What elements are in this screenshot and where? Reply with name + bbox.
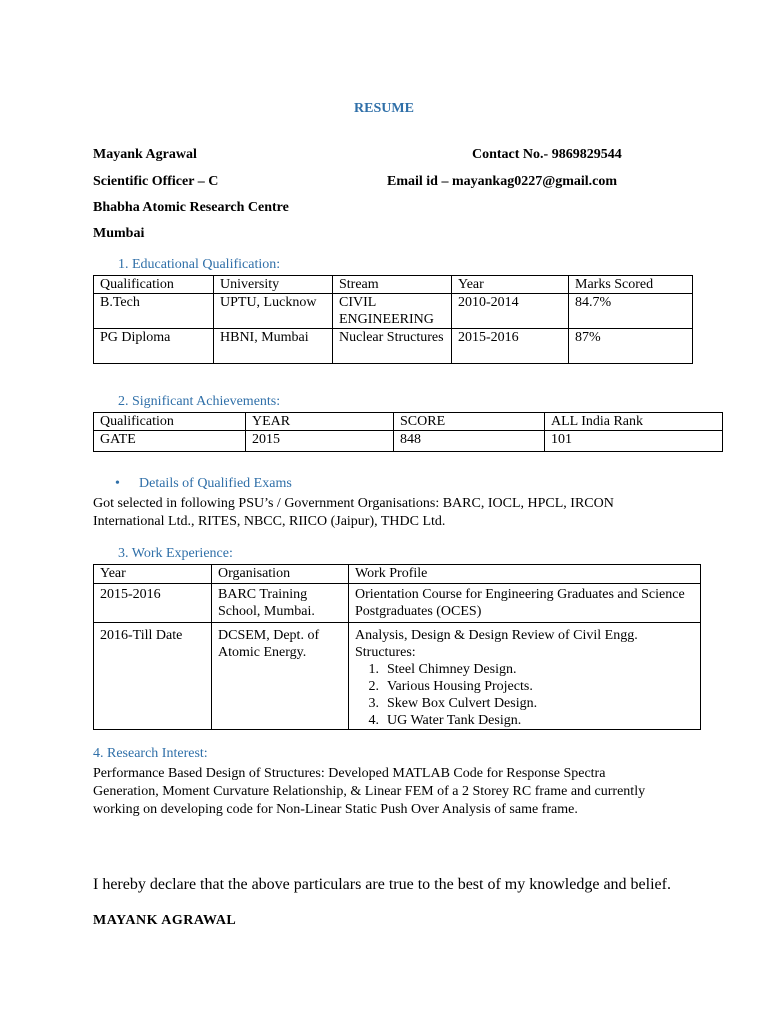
list-text: Skew Box Culvert Design.: [387, 696, 538, 711]
research-text: Performance Based Design of Structures: Developed MATLAB Code for Response Spectra Generation, Moment Curvature Relationship, & Linear FEM of a 2 Storey RC frame and currently working on developing code for Non-Linear Static Push Over Analysis of same frame.: [93, 766, 646, 817]
table-cell: GATE: [94, 431, 246, 452]
table-cell: 2016-Till Date: [94, 623, 212, 730]
table-cell: Nuclear Structures: [333, 329, 452, 364]
education-heading: 1. Educational Qualification:: [118, 257, 281, 272]
table-header-row: [94, 413, 723, 431]
table-header-cell: Marks Scored: [569, 276, 693, 294]
table-header-cell: Year: [452, 276, 569, 294]
table-header-cell: ALL India Rank: [545, 413, 723, 431]
research-heading: 4. Research Interest:: [93, 746, 208, 761]
work-heading: 3. Work Experience:: [118, 546, 233, 561]
table-cell: HBNI, Mumbai: [214, 329, 333, 364]
table-cell: 2015: [246, 431, 394, 452]
table-header-cell: Organisation: [212, 565, 349, 584]
email-id: Email id – mayankag0227@gmail.com: [387, 174, 618, 189]
exams-heading: Details of Qualified Exams: [139, 476, 292, 491]
table-cell: 87%: [569, 329, 693, 364]
table-cell: Orientation Course for Engineering Graduates and Science Postgraduates (OCES): [349, 584, 701, 623]
structures-list: [359, 661, 696, 729]
table-cell: 84.7%: [569, 294, 693, 329]
table-cell: 101: [545, 431, 723, 452]
list-item: [359, 712, 696, 729]
signature: MAYANK AGRAWAL: [93, 913, 237, 928]
table-header-cell: Work Profile: [349, 565, 701, 584]
table-cell: B.Tech: [94, 294, 214, 329]
list-item: [359, 695, 696, 712]
education-table: [93, 275, 693, 364]
achievements-heading: 2. Significant Achievements:: [118, 394, 281, 409]
list-number: 2.: [368, 679, 379, 694]
table-cell: 2015-2016: [452, 329, 569, 364]
table-cell: CIVIL ENGINEERING: [333, 294, 452, 329]
table-cell: 848: [394, 431, 545, 452]
achievements-table: [93, 412, 723, 452]
list-text: Steel Chimney Design.: [387, 662, 517, 677]
exams-text: Got selected in following PSU’s / Government Organisations: BARC, IOCL, HPCL, IRCON International Ltd., RITES, NBCC, RIICO (Jaipur), THDC Ltd.: [93, 496, 614, 529]
list-item: [359, 678, 696, 695]
work-table: [93, 564, 701, 730]
table-cell: DCSEM, Dept. of Atomic Energy.: [212, 623, 349, 730]
list-number: 3.: [368, 696, 379, 711]
list-number: 4.: [368, 713, 379, 728]
list-text: UG Water Tank Design.: [387, 713, 522, 728]
table-row: [94, 431, 723, 452]
city: Mumbai: [93, 226, 145, 241]
declaration-text: I hereby declare that the above particulars are true to the best of my knowledge and belief.: [93, 876, 671, 893]
list-number: 1.: [368, 662, 379, 677]
table-cell: PG Diploma: [94, 329, 214, 364]
table-cell: [349, 623, 701, 730]
table-header-cell: Qualification: [94, 413, 246, 431]
table-row: [94, 623, 701, 730]
candidate-name: Mayank Agrawal: [93, 147, 197, 162]
resume-title: RESUME: [354, 101, 414, 116]
exams-bullet: •: [115, 476, 120, 491]
table-header-cell: Year: [94, 565, 212, 584]
list-item: [359, 661, 696, 678]
table-header-cell: Qualification: [94, 276, 214, 294]
table-header-row: [94, 276, 693, 294]
table-header-row: [94, 565, 701, 584]
table-row: [94, 294, 693, 329]
table-header-cell: University: [214, 276, 333, 294]
organisation: Bhabha Atomic Research Centre: [93, 200, 289, 215]
table-header-cell: Stream: [333, 276, 452, 294]
table-header-cell: SCORE: [394, 413, 545, 431]
table-row: [94, 329, 693, 364]
list-text: Various Housing Projects.: [387, 679, 533, 694]
table-cell: 2015-2016: [94, 584, 212, 623]
table-cell: BARC Training School, Mumbai.: [212, 584, 349, 623]
work-profile-text: Analysis, Design & Design Review of Civil Engg. Structures:: [355, 628, 638, 660]
table-header-cell: YEAR: [246, 413, 394, 431]
table-row: [94, 584, 701, 623]
contact-number: Contact No.- 9869829544: [472, 147, 622, 162]
table-cell: 2010-2014: [452, 294, 569, 329]
table-cell: UPTU, Lucknow: [214, 294, 333, 329]
designation: Scientific Officer – C: [93, 174, 219, 189]
